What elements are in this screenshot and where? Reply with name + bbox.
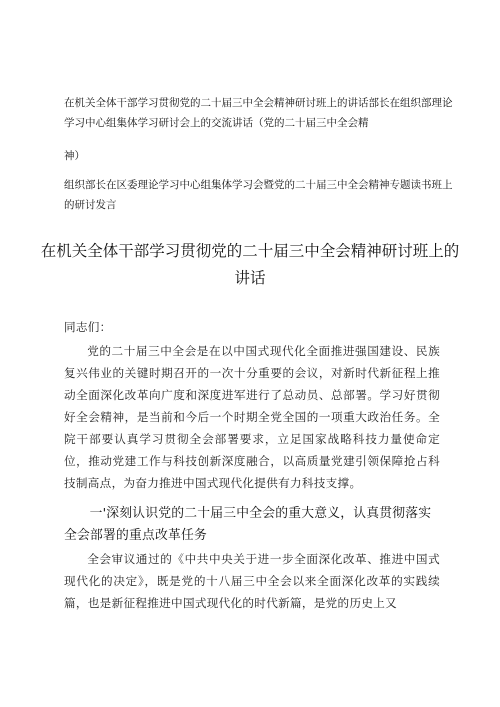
toc-entry-1: 在机关全体干部学习贯彻党的二十届三中全会精神研讨班上的讲话部长在组织部理论学习中心组集体学习研讨会上的交流讲话（党的二十届三中全会精 [64,97,453,129]
greeting: 同志们： [64,320,112,334]
paragraph-2: 全会审议通过的《中共中央关于进一步全面深化改革、推进中国式现代化的决定》，既是党的十八届三中全会以来全面深化改革的实践续篇，也是新征程推进中国式现代化的时代新篇，是党的历史上又 [64,552,440,610]
paragraph-1: 党的二十届三中全会是在以中国式现代化全面推进强国建设、民族复兴伟业的关键时期召开的一次十分重要的会议，对新时代新征程上推动全面深化改革向广度和深度进军进行了总动员、总部署。学习好贯彻好全会精神，是当前和今后一个时期全党全国的一项重大政治任务。全院干部要认真学习贯彻全会部署要求，立足国家战略科技力量使命定位，推动党建工作与科技创新深度融合，以高质量党建引领保障抢占科技制高点，为奋力推进中国式现代化提供有力科技支撑。 [64,344,440,490]
document-title: 在机关全体干部学习贯彻党的二十届三中全会精神研讨班上的讲话 [40,242,460,287]
toc-entry-1-tail: 神） [64,150,85,162]
toc-entry-2: 组织部长在区委理论学习中心组集体学习会暨党的二十届三中全会精神专题读书班上的研讨发言 [64,179,453,211]
section-heading-1: 一'深刻认识党的二十届三中全会的重大意义，认真贯彻落实全会部署的重点改革任务 [64,506,432,543]
